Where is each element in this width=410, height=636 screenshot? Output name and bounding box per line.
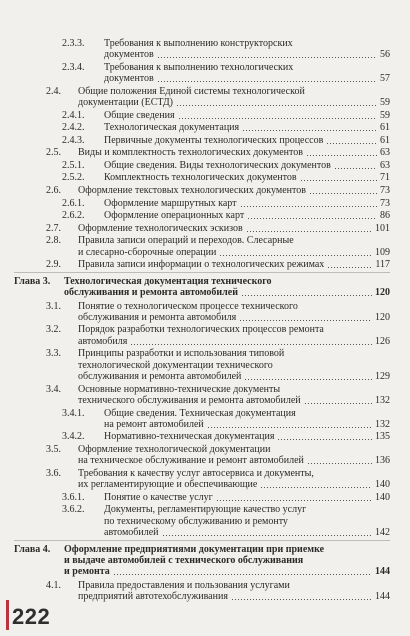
toc-entry-number: 2.6.1. [62, 197, 85, 209]
toc-entry-number: 3.6.1. [62, 491, 85, 503]
toc-entry-title-line: Документы, регламентирующие качество услуг [104, 504, 307, 516]
toc-entry[interactable] [46, 348, 390, 382]
toc-entry-page: 140 [375, 479, 390, 491]
toc-entry-title-line: документов [104, 49, 154, 61]
toc-entry[interactable] [46, 301, 390, 324]
toc-entry-title-line: обслуживания и ремонта автомобиля [78, 311, 237, 323]
toc-entry-page: 144 [375, 591, 390, 603]
toc-entry-title-line: обслуживания и ремонта автомобилей [64, 286, 238, 298]
toc-entry-number: 2.3.4. [62, 61, 85, 73]
toc-entry-number: 2.4.3. [62, 134, 85, 146]
toc-entry-page: 132 [375, 418, 390, 430]
toc-entry-title-line: Понятие о технологическом процессе технического [78, 300, 298, 312]
toc-entry-page: 132 [375, 394, 390, 406]
toc-entry-number: 2.9. [46, 259, 61, 271]
toc-entry-number: 2.8. [46, 235, 61, 247]
toc-entry-title-line: Нормативно-техническая документация [104, 431, 275, 443]
toc-entry-number: 2.5.1. [62, 159, 85, 171]
toc-entry-title-line: предприятий автотехобслуживания [78, 591, 228, 603]
toc-entry-page: 56 [380, 49, 390, 61]
dot-leader [309, 193, 377, 194]
toc-entry[interactable] [14, 276, 390, 299]
toc-entry-title-line: и выдаче автомобилей с технического обслуживания [64, 554, 304, 566]
toc-entry-title-line: Общие сведения. Техническая документация [104, 407, 296, 419]
toc-entry-page: 71 [380, 172, 390, 184]
toc-entry-number: Глава 3. [14, 275, 51, 287]
dot-leader [307, 463, 372, 464]
toc-entry-number: 3.1. [46, 300, 61, 312]
toc-entry-title-line: Требования к качеству услуг автосервиса и документы, [78, 467, 314, 479]
toc-entry-page: 63 [380, 147, 390, 159]
toc-entry-title-line: документации (ЕСТД) [78, 97, 174, 109]
toc-entry-title-line: автомобиля [78, 335, 128, 347]
toc-entry[interactable] [62, 210, 390, 221]
toc-entry-title-line: Комплектность технологических документов [104, 172, 297, 184]
dot-leader [231, 599, 372, 600]
toc-entry[interactable] [46, 259, 390, 270]
dot-leader [327, 267, 372, 268]
toc-entry-title-line: Оформление операционных карт [104, 210, 245, 222]
toc-entry[interactable] [46, 86, 390, 109]
toc-entry-title-line: на техническое обслуживание и ремонт автомобилей [78, 455, 304, 467]
toc-entry-number: 2.3.3. [62, 38, 85, 49]
toc-entry-title-line: по техническому обслуживанию и ремонту [104, 515, 288, 527]
toc-entry-number: 4.1. [46, 579, 61, 591]
toc-entry-title-line: Оформление текстовых технологических документов [78, 185, 306, 196]
toc-entry-number: 3.3. [46, 348, 61, 360]
dot-leader [239, 320, 372, 321]
toc-entry-number: 3.4.1. [62, 407, 85, 419]
dot-leader [113, 574, 372, 575]
dot-leader [219, 255, 372, 256]
toc-entry-title-line: Общие сведения [104, 109, 175, 121]
dot-leader [300, 180, 377, 181]
toc-entry[interactable] [46, 444, 390, 467]
toc-entry-page: 109 [375, 246, 390, 258]
toc-entry-number: 2.4. [46, 85, 61, 97]
toc-entry[interactable] [46, 147, 390, 158]
toc-entry-number: 2.4.2. [62, 122, 85, 134]
toc-entry-number: 3.4.2. [62, 431, 85, 443]
dot-leader [241, 295, 372, 296]
toc-entry-number: 2.5.2. [62, 172, 85, 184]
toc-entry[interactable] [46, 185, 390, 196]
toc-entry-title-line: Понятие о качестве услуг [104, 491, 213, 503]
toc-entry-title-line: Основные нормативно-технические документы [78, 383, 281, 395]
toc-entry-title-line: Виды и комплектность технологических документов [78, 147, 303, 159]
toc-entry-title-line: на ремонт автомобилей [104, 418, 204, 430]
dot-leader [260, 487, 372, 488]
dot-leader [247, 218, 377, 219]
dot-leader [207, 427, 372, 428]
page-number: 222 [12, 604, 51, 629]
toc-entry-page: 57 [380, 73, 390, 85]
toc-entry-page: 59 [380, 109, 390, 121]
dot-leader [304, 403, 372, 404]
toc-entry[interactable] [62, 160, 390, 171]
toc-entry[interactable] [46, 324, 390, 347]
toc-entry-number: 2.6.2. [62, 210, 85, 222]
toc-entry[interactable] [62, 38, 390, 61]
dot-leader [242, 130, 377, 131]
toc-entry-page: 101 [375, 222, 390, 234]
toc-entry-page: 73 [380, 185, 390, 196]
toc-entry-title-line: Оформление технологических эскизов [78, 222, 243, 234]
toc-entry-page: 142 [375, 526, 390, 538]
toc-entry[interactable] [62, 431, 390, 442]
toc-entry-page: 61 [380, 134, 390, 146]
dot-leader [157, 81, 377, 82]
chapter-separator [14, 540, 390, 541]
toc-entry-title-line: технического обслуживания и ремонта автомобилей [78, 394, 301, 406]
toc-entry[interactable] [46, 384, 390, 407]
toc-entry[interactable] [62, 135, 390, 146]
toc-entry-number: 2.5. [46, 147, 61, 159]
toc-entry-title-line: автомобилей [104, 526, 159, 538]
toc-entry-number: 2.6. [46, 185, 61, 196]
toc-entry[interactable] [46, 223, 390, 234]
toc-entry-page: 61 [380, 122, 390, 134]
toc-entry-page: 126 [375, 335, 390, 347]
toc-entry-title-line: Общие положения Единой системы технологической [78, 85, 305, 97]
toc-entry-title-line: обслуживания и ремонта автомобилей [78, 371, 242, 383]
toc-entry-title-line: Технологическая документация [104, 122, 240, 134]
toc-entry[interactable] [62, 504, 390, 538]
dot-leader [162, 535, 372, 536]
toc-entry-title-line: Требования к выполнению технологических [104, 61, 294, 73]
toc-entry-page: 59 [380, 97, 390, 109]
dot-leader [176, 105, 377, 106]
toc-entry-title-line: и ремонта [64, 566, 110, 578]
toc-entry[interactable] [62, 172, 390, 183]
dot-leader [277, 439, 372, 440]
toc-entry-number: 3.2. [46, 324, 61, 336]
toc-entry-title-line: документов [104, 73, 154, 85]
toc-entry-title-line: Оформление предприятиями документации при приемке [64, 543, 325, 555]
toc-entry-title-line: Правила предоставления и пользования услугами [78, 579, 290, 591]
toc-entry-page: 129 [375, 371, 390, 383]
toc-entry-title-line: Общие сведения. Виды технологических документов [104, 159, 331, 171]
toc-entry[interactable] [46, 235, 390, 258]
toc-entry-page: 120 [375, 311, 390, 323]
toc-entry-title-line: и слесарно-сборочные операции [78, 246, 217, 258]
dot-leader [306, 155, 377, 156]
toc-entry-number: 2.4.1. [62, 109, 85, 121]
toc-entry-title-line: Порядок разработки технологических процессов ремонта [78, 324, 324, 336]
dot-leader [326, 143, 377, 144]
dot-leader [244, 379, 372, 380]
toc-entry-title-line: их регламентирующие и обеспечивающие [78, 479, 258, 491]
toc-entry[interactable] [62, 408, 390, 431]
chapter-separator [14, 272, 390, 273]
toc-entry[interactable] [62, 198, 390, 209]
dot-leader [178, 118, 377, 119]
toc-entry-page: 144 [375, 566, 390, 578]
toc-entry-page: 136 [375, 455, 390, 467]
toc-entry-number: 3.4. [46, 383, 61, 395]
toc-entry-title-line: Правила записи операций и переходов. Слесарные [78, 235, 294, 247]
page-number-accent-bar [6, 600, 9, 630]
toc-entry[interactable] [62, 110, 390, 121]
toc-entry-number: Глава 4. [14, 543, 51, 555]
toc-entry-number: 3.5. [46, 443, 61, 455]
toc-entry[interactable] [62, 492, 390, 503]
toc-entry[interactable] [46, 468, 390, 491]
toc-entry-page: 135 [375, 431, 390, 443]
toc-entry-number: 2.7. [46, 222, 61, 234]
toc-entry-page: 86 [380, 210, 390, 222]
toc-entry-number: 3.6. [46, 467, 61, 479]
toc-entry-page: 73 [380, 197, 390, 209]
toc-entry-title-line: Принципы разработки и использования типовой [78, 348, 285, 360]
dot-leader [240, 206, 377, 207]
toc-entry-title-line: Требования к выполнению конструкторских [104, 38, 293, 49]
toc-entry[interactable] [62, 122, 390, 133]
toc-entry-title-line: Технологическая документация технического [64, 275, 272, 287]
toc-entry[interactable] [46, 580, 390, 603]
dot-leader [216, 500, 372, 501]
dot-leader [157, 57, 377, 58]
toc-entry[interactable] [14, 544, 390, 578]
toc-entry-number: 3.6.2. [62, 504, 85, 516]
dot-leader [246, 231, 372, 232]
toc-entry-page: 120 [375, 286, 390, 298]
toc-entry-title-line: Оформление маршрутных карт [104, 197, 237, 209]
toc-entry-title-line: технологической документации технического [78, 359, 273, 371]
toc-entry-title-line: Оформление технологической документации [78, 443, 271, 455]
toc-entry-page: 63 [380, 159, 390, 171]
dot-leader [334, 168, 377, 169]
toc-entry-page: 140 [375, 491, 390, 503]
toc-entry-title-line: Правила записи информации о технологических режимах [78, 259, 325, 271]
toc-entry-title-line: Первичные документы технологических процессов [104, 134, 324, 146]
toc-entry[interactable] [62, 62, 390, 85]
dot-leader [130, 344, 372, 345]
toc-entry-page: 117 [375, 259, 390, 271]
